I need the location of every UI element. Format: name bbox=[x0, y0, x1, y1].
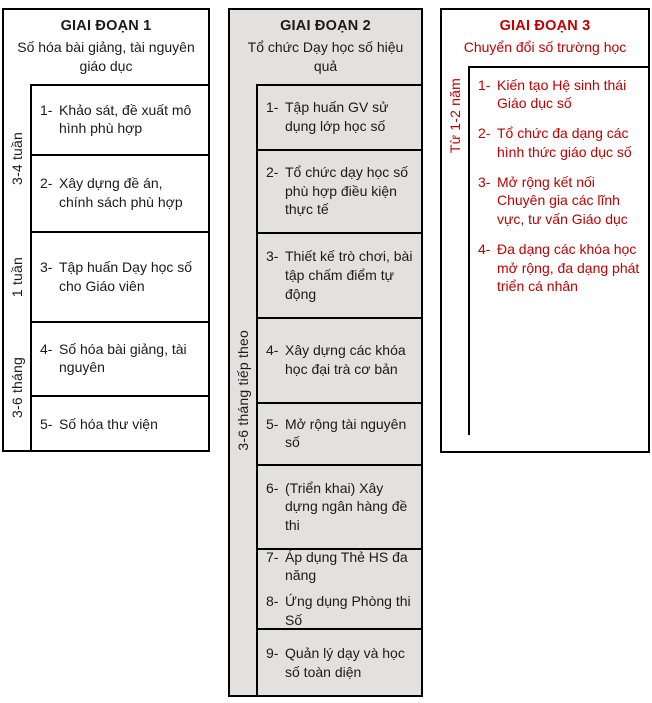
task-cell[interactable] bbox=[32, 156, 208, 234]
task-number: 2- bbox=[478, 125, 491, 142]
phase-1-header bbox=[4, 10, 208, 84]
phase-1-items bbox=[30, 84, 208, 452]
duration-label-3-4-tuan: 3-4 tuần bbox=[9, 131, 25, 185]
task-number: 1- bbox=[266, 99, 279, 116]
task-item bbox=[478, 76, 640, 114]
task-cell[interactable] bbox=[258, 630, 421, 697]
task-text: Tập huấn Dạy học số cho Giáo viên bbox=[59, 258, 193, 294]
task-number: 8- bbox=[266, 593, 279, 610]
task-item bbox=[266, 163, 413, 219]
task-item bbox=[40, 258, 200, 296]
task-number: 4- bbox=[40, 340, 53, 357]
phase-column-3 bbox=[440, 8, 650, 453]
phase-2-body bbox=[230, 84, 421, 697]
task-number: 5- bbox=[266, 415, 279, 432]
phase-2-duration-rail bbox=[230, 84, 256, 697]
phase-3-header bbox=[442, 10, 648, 66]
task-text: Kiến tạo Hệ sinh thái Giáo dục số bbox=[497, 76, 627, 112]
task-cell[interactable] bbox=[258, 151, 421, 234]
task-text: Số hóa bài giảng, tài nguyên bbox=[59, 340, 187, 376]
task-item bbox=[478, 240, 640, 296]
task-text: Mở rộng tài nguyên số bbox=[285, 415, 407, 451]
task-text: Quản lý dạy và học số toàn diện bbox=[285, 645, 405, 680]
task-text: Tập huấn GV sử dụng lớp học số bbox=[285, 99, 389, 134]
task-number: 2- bbox=[266, 163, 279, 180]
phase-1-title: GIAI ĐOẠN 1 bbox=[60, 18, 152, 34]
task-text: Đa dạng các khóa học mở rộng, đa dạng phát triển cá nhân bbox=[497, 240, 640, 295]
task-number: 1- bbox=[40, 101, 53, 118]
phase-3-duration-rail bbox=[442, 66, 468, 435]
task-item bbox=[40, 174, 200, 212]
task-cell[interactable] bbox=[258, 234, 421, 320]
task-number: 5- bbox=[40, 415, 53, 432]
task-cell[interactable] bbox=[32, 323, 208, 397]
task-number: 1- bbox=[478, 76, 491, 93]
task-text: Thiết kế trò chơi, bài tập chấm điểm tự động bbox=[285, 248, 413, 302]
task-number: 3- bbox=[40, 258, 53, 275]
task-number: 3- bbox=[266, 248, 279, 265]
task-cell[interactable] bbox=[258, 466, 421, 550]
phase-3-subtitle: Chuyển đổi số trường học bbox=[463, 39, 627, 56]
phase-3-body bbox=[442, 66, 648, 435]
phase-2-header bbox=[230, 10, 421, 84]
task-cell[interactable] bbox=[258, 550, 421, 629]
task-number: 4- bbox=[266, 342, 279, 359]
task-item bbox=[266, 592, 413, 630]
phase-2-items bbox=[256, 84, 421, 697]
phase-column-1 bbox=[2, 8, 210, 452]
task-item bbox=[478, 173, 640, 229]
task-cell[interactable] bbox=[258, 319, 421, 403]
task-cell[interactable] bbox=[470, 68, 648, 435]
task-text: Ứng dụng Phòng thi Số bbox=[285, 593, 411, 628]
task-text: Xây dựng đề án, chính sách phù hợp bbox=[59, 175, 183, 210]
task-text: Khảo sát, đề xuất mô hình phù hợp bbox=[59, 101, 192, 137]
task-number: 4- bbox=[478, 240, 491, 257]
task-item bbox=[40, 340, 200, 378]
duration-label-3-6-thang-tiep-theo: 3-6 tháng tiếp theo bbox=[235, 330, 251, 451]
task-item bbox=[478, 124, 640, 162]
task-text: Mở rộng kết nối Chuyên gia các lĩnh vực, tư vấn Giáo dục bbox=[497, 173, 628, 228]
duration-label-1-tuan: 1 tuần bbox=[9, 257, 25, 298]
task-cell[interactable] bbox=[258, 404, 421, 466]
task-item bbox=[266, 548, 413, 586]
task-cell[interactable] bbox=[32, 233, 208, 323]
task-text: Xây dựng các khóa học đại trà cơ bản bbox=[285, 342, 406, 378]
phase-1-subtitle: Số hóa bài giảng, tài nguyên giáo dục bbox=[17, 39, 195, 74]
task-text: Tổ chức dạy học số phù hợp điều kiện thực tế bbox=[285, 163, 408, 218]
phase-1-body bbox=[4, 84, 208, 452]
task-item bbox=[266, 341, 413, 379]
task-cell[interactable] bbox=[258, 86, 421, 151]
task-number: 2- bbox=[40, 175, 53, 192]
task-cell[interactable] bbox=[32, 397, 208, 452]
phase-column-2 bbox=[228, 8, 423, 697]
task-item bbox=[266, 479, 413, 535]
task-item bbox=[266, 415, 413, 453]
task-cell[interactable] bbox=[32, 86, 208, 156]
task-item bbox=[266, 247, 413, 303]
task-item bbox=[40, 415, 200, 434]
task-item bbox=[40, 101, 200, 139]
task-number: 7- bbox=[266, 548, 279, 565]
phase-2-title: GIAI ĐOẠN 2 bbox=[280, 18, 371, 34]
phase-3-title: GIAI ĐOẠN 3 bbox=[499, 18, 591, 34]
duration-label-tu-1-2-nam: Từ 1-2 năm bbox=[447, 77, 463, 153]
phase-1-duration-rail bbox=[4, 84, 30, 452]
task-number: 6- bbox=[266, 479, 279, 496]
phase-3-items bbox=[468, 66, 648, 435]
task-text: Số hóa thư viện bbox=[59, 415, 158, 432]
task-text: Áp dụng Thẻ HS đa năng bbox=[285, 548, 408, 584]
task-text: (Triển khai) Xây dựng ngân hàng đề thi bbox=[285, 479, 408, 534]
task-item bbox=[266, 644, 413, 682]
task-number: 9- bbox=[266, 645, 279, 662]
task-number: 3- bbox=[478, 173, 491, 190]
phase-2-subtitle: Tổ chức Dạy học số hiệu quả bbox=[247, 39, 404, 74]
duration-label-3-6-thang: 3-6 tháng bbox=[9, 356, 25, 418]
task-item bbox=[266, 98, 413, 136]
task-text: Tổ chức đa dạng các hình thức giáo dục số bbox=[497, 125, 632, 160]
